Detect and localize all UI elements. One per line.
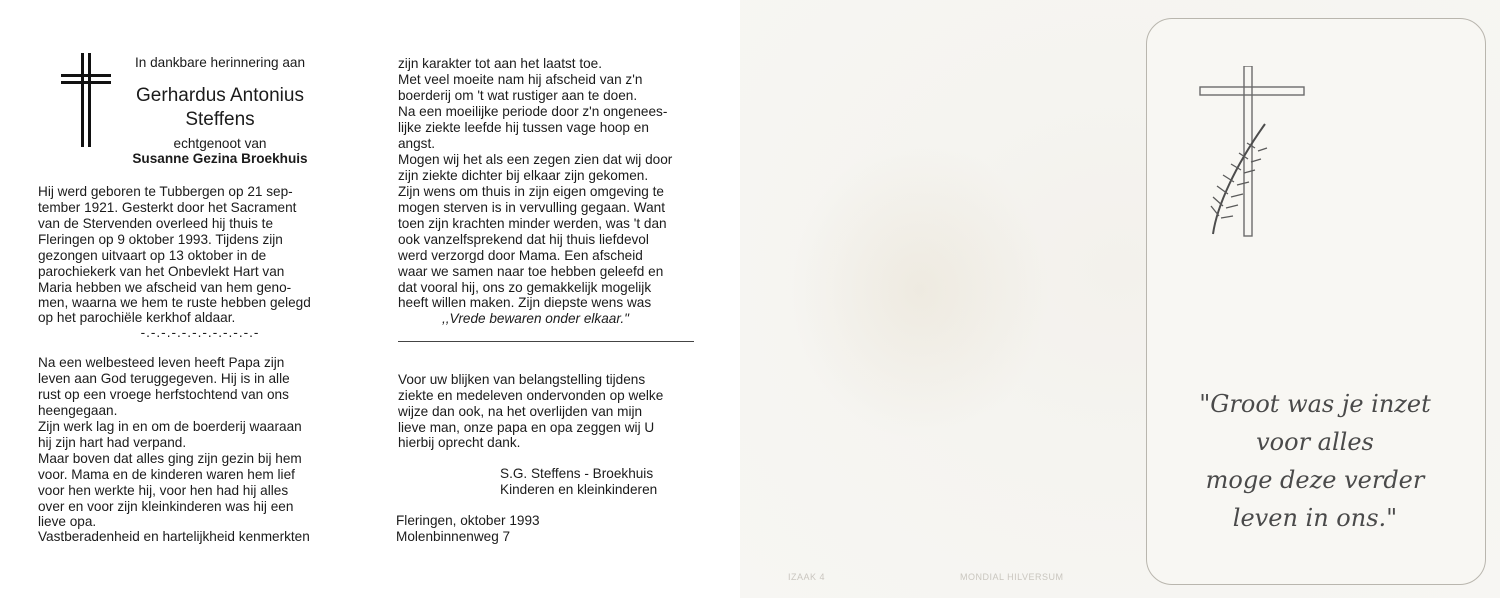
text-line: Na een welbesteed leven heeft Papa zijn bbox=[38, 355, 285, 370]
text-line: op het parochiële kerkhof aldaar. bbox=[38, 310, 236, 325]
text-line: rust op een vroege herfstochtend van ons bbox=[38, 387, 289, 402]
text-line: Na een moeilijke periode door z'n ongenees- bbox=[398, 104, 668, 119]
text-line: dat vooral hij, ons zo gemakkelijk mogelijk bbox=[398, 280, 652, 295]
text-line: hij zijn hart had verpand. bbox=[38, 435, 187, 450]
cross-with-palm-icon bbox=[1195, 66, 1307, 238]
text-line: ziekte en medeleven ondervonden op welke bbox=[398, 388, 664, 403]
intro-text: In dankbare herinnering aan bbox=[134, 55, 306, 70]
deceased-name-first: Gerhardus Antonius bbox=[136, 85, 304, 106]
text-line: zijn karakter tot aan het laatst toe. bbox=[398, 56, 603, 71]
deceased-name-last: Steffens bbox=[185, 109, 255, 130]
quote-line: voor alles bbox=[1256, 428, 1374, 456]
text-line: Voor uw blijken van belangstelling tijdens bbox=[398, 372, 646, 387]
spouse-intro: echtgenoot van bbox=[173, 136, 267, 151]
text-line: Vastberadenheid en hartelijkheid kenmerkten bbox=[38, 529, 310, 544]
address: Molenbinnenweg 7 bbox=[396, 529, 511, 544]
text-line: Hij werd geboren te Tubbergen op 21 sep- bbox=[38, 184, 293, 199]
text-line: wijze dan ook, na het overlijden van mijn bbox=[398, 404, 643, 419]
text-line: leven aan God teruggegeven. Hij is in alle bbox=[38, 371, 290, 386]
text-line: over en voor zijn kleinkinderen was hij een bbox=[38, 499, 294, 514]
text-line: hierbij oprecht dank. bbox=[398, 435, 521, 450]
text-line: Met veel moeite nam hij afscheid van z'n bbox=[398, 72, 643, 87]
cross-icon bbox=[61, 53, 111, 147]
footer-code: IZAAK 4 bbox=[788, 572, 826, 582]
section-divider: -.-.-.-.-.-.-.-.-.-.-.- bbox=[140, 325, 260, 340]
text-line: waar we samen naar toe hebben geleefd en bbox=[398, 264, 664, 279]
text-line: Mogen wij het als een zegen zien dat wij door bbox=[398, 152, 673, 167]
inner-spread bbox=[0, 0, 740, 598]
text-line: Zijn wens om thuis in zijn eigen omgeving te bbox=[398, 184, 664, 199]
text-line: parochiekerk van het Onbevlekt Hart van bbox=[38, 264, 285, 279]
quote-line: "Groot was je inzet bbox=[1199, 390, 1431, 418]
text-line: Zijn werk lag in en om de boerderij waaraan bbox=[38, 419, 302, 434]
footer-publisher: MONDIAL HILVERSUM bbox=[960, 572, 1064, 582]
text-line: Maar boven dat alles ging zijn gezin bij hem bbox=[38, 451, 302, 466]
text-line: toen zijn krachten minder werden, was 't dan bbox=[398, 216, 667, 231]
text-line: mogen sterven is in vervulling gegaan. Want bbox=[398, 200, 665, 215]
text-line: werd verzorgd door Mama. Een afscheid bbox=[398, 248, 643, 263]
text-line: heeft willen maken. Zijn diepste wens was bbox=[398, 295, 652, 310]
text-line: heengegaan. bbox=[38, 403, 118, 418]
text-line: van de Stervenden overleed hij thuis te bbox=[38, 216, 274, 231]
text-line: men, waarna we hem te ruste hebben gelegd bbox=[38, 295, 311, 310]
text-line: lieve man, onze papa en opa zeggen wij U bbox=[398, 420, 655, 435]
signature-name: S.G. Steffens - Broekhuis bbox=[500, 466, 654, 481]
wish-quote: ,,Vrede bewaren onder elkaar." bbox=[442, 311, 629, 326]
quote-line: moge deze verder bbox=[1205, 466, 1425, 494]
horizontal-rule bbox=[398, 341, 694, 342]
text-line: boerderij om 't wat rustiger aan te doen. bbox=[398, 88, 638, 103]
text-line: Fleringen op 9 oktober 1993. Tijdens zijn bbox=[38, 232, 283, 247]
text-line: gezongen uitvaart op 13 oktober in de bbox=[38, 248, 267, 263]
quote-line: leven in ons." bbox=[1232, 504, 1398, 532]
text-line: ook vanzelfsprekend dat hij thuis liefdevol bbox=[398, 232, 649, 247]
text-line: lijke ziekte leefde hij tussen vage hoop en bbox=[398, 120, 649, 135]
signature-family: Kinderen en kleinkinderen bbox=[500, 482, 658, 497]
text-line: lieve opa. bbox=[38, 514, 97, 529]
memorial-quote bbox=[1150, 385, 1480, 537]
text-line: zijn ziekte dichter bij elkaar zijn gekomen. bbox=[398, 168, 649, 183]
text-line: angst. bbox=[398, 136, 436, 151]
spouse-name: Susanne Gezina Broekhuis bbox=[132, 151, 308, 166]
place-date: Fleringen, oktober 1993 bbox=[396, 513, 540, 528]
paper-stain bbox=[790, 140, 1050, 440]
text-line: voor. Mama en de kinderen waren hem lief bbox=[38, 467, 295, 482]
text-line: voor hen werkte hij, voor hen had hij alles bbox=[38, 483, 289, 498]
text-line: Maria hebben we afscheid van hem geno- bbox=[38, 280, 292, 295]
text-line: tember 1921. Gesterkt door het Sacrament bbox=[38, 200, 297, 215]
